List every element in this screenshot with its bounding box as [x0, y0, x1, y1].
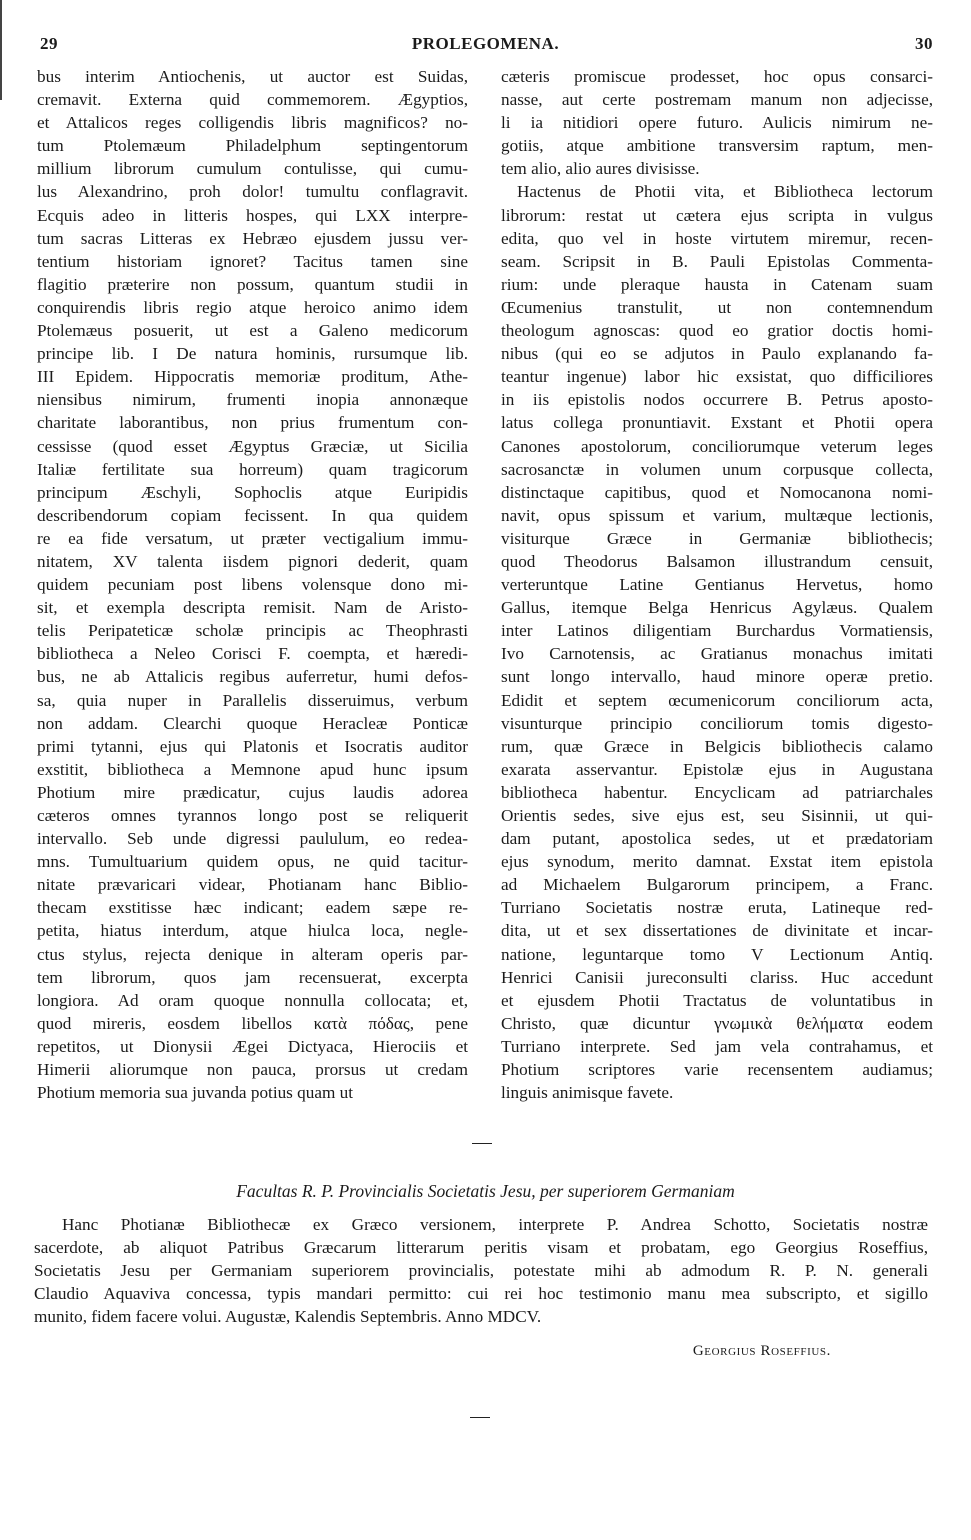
text-line: tum Ptolemæum Philadelphum septingentorum [37, 136, 468, 156]
text-line: thecam exstitisse hæc indicant; eadem sæpe re- [37, 898, 468, 918]
text-line: verteruntque Latine Gentianus Hervetus, homo [501, 575, 933, 595]
text-line: tem alio, alio aures divisisse. [501, 159, 700, 179]
text-line: cæteris promiscue prodesset, hoc opus consarci- [501, 67, 933, 86]
text-line: bibliotheca a Neleo Corisci F. coempta, et hæredi- [37, 644, 468, 664]
text-line: Henrici Canisii jureconsulti clariss. Huc accedunt [501, 967, 933, 987]
section-divider [472, 1143, 492, 1144]
text-line: Hanc Photianæ Bibliothecæ ex Græco versionem, interprete P. Andrea Schotto, Societatis nostræ [62, 1215, 928, 1234]
text-line: Himerii aliorumque non pauca, prorsus ut credam [37, 1060, 468, 1080]
text-line: dita, ut et sex dissertationes de divinitate et incar- [501, 921, 933, 941]
text-line: tum sacras Litteras ex Hebræo ejusdem jussu ver- [37, 228, 468, 248]
text-line: longiora. Ad oram quoque nonnulla collocata; et, [37, 990, 468, 1010]
text-line: tem librorum, quos jam recensuerat, excerpta [37, 967, 468, 987]
text-line: conquirendis libris regio atque heroico animo idem [37, 297, 468, 317]
text-line: visunturque principio conciliorum tomis digesto- [501, 713, 933, 733]
text-line: nitatem, XV talenta iisdem pignori dederit, quam [37, 551, 468, 571]
text-line: cessisse (quod esset Ægyptus Græciæ, ut Sicilia [37, 436, 468, 456]
text-line: Turriano Societatis nostræ eruta, Latineque red- [501, 898, 933, 918]
text-line: Ecquis adeo in litteris hospes, qui LXX interpre- [37, 205, 468, 225]
text-line: sunt longo intervallo, haud minore operæ pretio. [501, 667, 933, 687]
text-line: mns. Tumultuarium quidem opus, ne quid tacitur- [37, 852, 468, 872]
text-line: distinctaque capitibus, quod et Nomocanona nomi- [501, 482, 933, 502]
text-line: Societatis Jesu per Germaniam superiorem provincialis, potestate mihi ab admodum R. P. N. generali [34, 1261, 928, 1281]
text-line: Claudio Aquaviva concessa, typis mandari permitto: cui rei hoc testimonio manu mea subscripto, et sigillo [34, 1284, 928, 1304]
text-line: sacerdote, ab aliquot Patribus Græcarum litterarum peritis visam et probatam, ego Georgius Roseffius, [34, 1238, 928, 1258]
text-line: bus interim Antiochenis, ut auctor est Suidas, [37, 67, 468, 86]
running-title: PROLEGOMENA. [411, 34, 560, 53]
signature: Georgius Roseffius. [692, 1343, 831, 1359]
text-line: tentium historiam ignoret? Tacitus tamen sine [37, 251, 468, 271]
text-line: nibus (qui eo se adjutos in Paulo explanando fa- [501, 344, 933, 364]
text-line: bibliotheca habentur. Encyclicam ad patriarchales [501, 782, 933, 802]
text-line: Canones apostolorum, conciliorumque veterum leges [501, 436, 933, 456]
text-line: bus, ne ab Attalicis regibus auferretur, humi defos- [37, 667, 468, 687]
text-line: Photium scriptores varie recensentem audiamus; [501, 1060, 933, 1080]
text-line: dam putant, apostolica sedes, ut et prædatoriam [501, 829, 933, 849]
text-line: gotiis, atque ambitione transversim raptum, men- [501, 136, 933, 156]
text-line: edita, quo vel in hoste virtutem miremur, recen- [501, 228, 933, 248]
text-line: quidem pecuniam post libens volensque dono mi- [37, 575, 468, 595]
text-line: charitate laborantibus, non prius frumentum con- [37, 413, 468, 433]
right-column [501, 65, 933, 1104]
text-line: Hactenus de Photii vita, et Bibliotheca lectorum [517, 182, 933, 202]
text-line: inter Latinos diligentiam Burchardus Vormatiensis, [501, 621, 933, 641]
text-line: nasse, aut certe postremam manum non adjecisse, [501, 90, 933, 110]
text-line: principum Æschyli, Sophoclis atque Euripidis [37, 482, 468, 502]
text-line: navit, opus spissum et varium, multæque lectionis, [501, 505, 933, 525]
text-line: niensibus nimirum, frumenti inopia annonæque [37, 390, 468, 410]
text-line: petita, hiatus interdum, atque hiulca loca, negle- [37, 921, 468, 941]
text-line: Edidit et septem œcumenicorum conciliorum acta, [501, 690, 933, 710]
text-line: Gallus, itemque Belga Henricus Agylæus. Qualem [501, 598, 933, 618]
text-line: librorum: restat ut cætera ejus scripta in vulgus [501, 205, 933, 225]
facultas-text [34, 1213, 928, 1328]
text-line: li ia nitidiori opere futuro. Aulicis nimirum ne- [501, 113, 933, 133]
text-line: Turriano interprete. Sed jam vela contrahamus, et [501, 1036, 933, 1056]
text-line: Ptolemæus posuerit, ut est a Galeno medicorum [37, 321, 468, 341]
text-line: Italiæ fertilitate sua horreum) quam tragicorum [37, 459, 468, 479]
text-line: Christo, quæ dicuntur γνωμικὰ θελήματα eodem [501, 1013, 933, 1033]
text-line: repetitos, ut Dionysii Ægei Dictyaca, Hierociis et [37, 1036, 468, 1056]
text-line: sacrosanctæ in volumen unum corpusque collecta, [501, 459, 933, 479]
facultas-heading: Facultas R. P. Provincialis Societatis Jesu, per superiorem Germaniam [236, 1181, 735, 1201]
text-line: re ea fide versatum, ut præter vectigalium immu- [37, 528, 468, 548]
text-line: linguis animisque favete. [501, 1083, 674, 1103]
text-line: Ivo Carnotensis, ac Gratianus monachus imitati [501, 644, 933, 664]
text-line: primi tytanni, ejus qui Platonis et Isocratis auditor [37, 736, 468, 756]
text-line: ad Michaelem Bulgarorum principem, a Franc. [501, 875, 933, 895]
text-line: Orientis sedes, sive ejus est, seu Sisinnii, ut qui- [501, 806, 933, 825]
text-line: millium librorum cumulum contulisse, qui cumu- [37, 159, 468, 179]
text-line: lus Alexandrino, proh dolor! tumultu conflagravit. [37, 182, 468, 202]
text-line: rum, quæ Græce in Belgicis bibliothecis calamo [501, 736, 933, 756]
text-line: theologum agnoscas: quod eo gratior doctis homi- [501, 321, 933, 341]
text-line: seam. Scripsit in B. Pauli Epistolas Commenta- [501, 251, 933, 271]
text-line: exstitit, bibliotheca a Memnone apud hunc ipsum [37, 759, 468, 779]
text-line: flagitio præterire non possum, quantum studii in [37, 274, 468, 294]
text-line: quod Theodorus Balsamon illustrandum censuit, [501, 551, 933, 571]
text-line: Photium memoria sua juvanda potius quam ut [37, 1083, 354, 1103]
text-line: cremavit. Externa quid commemorem. Ægyptios, [37, 90, 468, 110]
page-number-right: 30 [915, 34, 933, 53]
left-column [37, 65, 468, 1104]
text-line: in iis epistolis nodos occurrere B. Petrus aposto- [501, 390, 933, 410]
text-line: quod mireris, eosdem libellos κατὰ πόδας, pene [37, 1013, 468, 1033]
text-line: natione, leguntarque tomo V Lectionum Antiq. [501, 944, 933, 964]
text-line: rium: unde pleraque hausta in Catenam suam [501, 274, 933, 294]
text-line: non addam. Clearchi quoque Heracleæ Ponticæ [37, 713, 468, 733]
text-line: III Epidem. Hippocratis memoriæ proditum, Athe- [37, 367, 468, 387]
text-line: munito, fidem facere volui. Augustæ, Kalendis Septembris. Anno MDCV. [34, 1307, 542, 1327]
end-divider [470, 1417, 490, 1418]
text-line: cæteros omnes tyrannos longo post se reliquerit [37, 806, 468, 825]
text-line: nitate prævaricari videar, Photianam hanc Biblio- [37, 875, 468, 895]
page-number-left: 29 [40, 34, 58, 53]
text-line: telis Peripateticæ scholæ principis ac Theophrasti [37, 621, 468, 641]
text-line: Photium mire prædicatur, cujus laudis adorea [37, 782, 468, 802]
text-line: ejus synodum, merito damnat. Exstat item epistola [501, 852, 933, 872]
text-line: principe lib. I De natura hominis, rursumque lib. [37, 344, 468, 364]
text-line: et Attalicos reges colligendis libris magnificos? no- [37, 113, 468, 133]
text-line: exarata asservantur. Epistolæ ejus in Augustana [501, 759, 933, 779]
text-line: intervallo. Seb unde digressi paululum, eo redea- [37, 829, 468, 849]
text-line: teantur ingenue) labor hic exsistat, quo difficiliores [501, 367, 933, 387]
text-line: latus collega pronuntiavit. Exstant et Photii opera [501, 413, 933, 433]
text-line: describendorum copiam fecissent. In qua quidem [37, 505, 468, 525]
text-line: Œcumenius transtulit, ut non contemnendum [501, 297, 933, 317]
text-line: sa, quia nuper in Parallelis disseruimus, verbum [37, 690, 468, 710]
text-line: ctus stylus, rejecta denique in alteram operis par- [37, 944, 468, 964]
text-line: et ejusdem Photii Tractatus de voluntatibus in [501, 990, 933, 1010]
text-line: visiturque Græce in Germaniæ bibliothecis; [501, 528, 933, 548]
text-line: sit, et exempla descripta remisit. Nam de Aristo- [37, 598, 468, 618]
